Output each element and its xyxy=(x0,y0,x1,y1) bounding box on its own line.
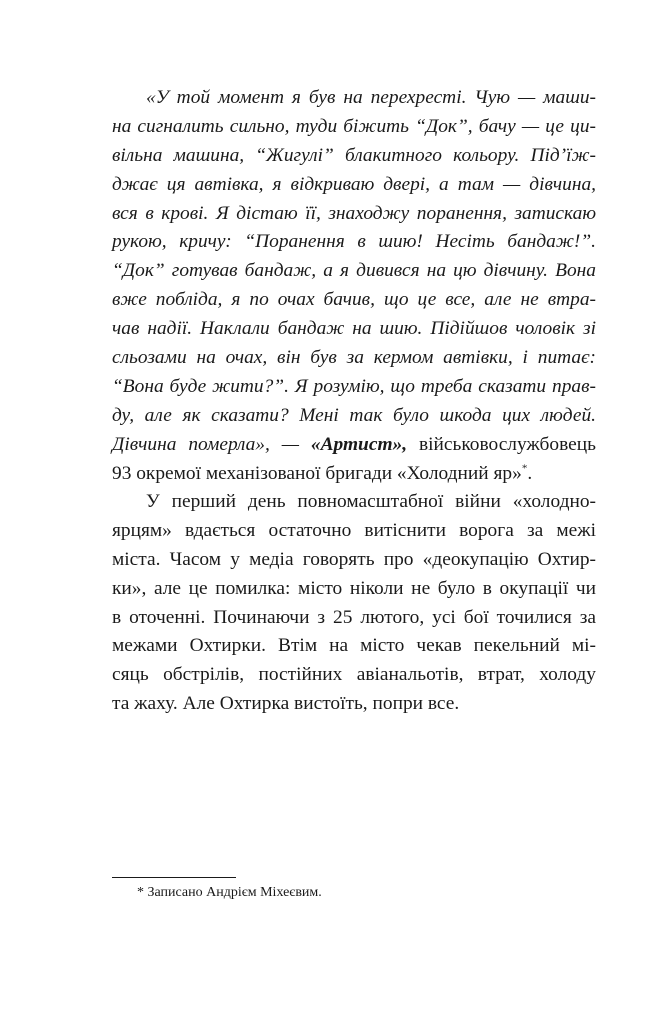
quote-attribution-unit-line xyxy=(112,460,596,489)
paragraph-line: ярцям» вдається остаточно витіснити ворога за межі xyxy=(112,519,596,541)
quote-attribution-line xyxy=(112,431,596,460)
quote-line: сльозами на очах, він був за кермом автівки, і питає: xyxy=(112,347,596,369)
quote-line: “Вона буде жити?”. Я розумію, що треба сказати прав- xyxy=(112,375,596,397)
quote-line: рукою, кричу: “Поранення в шию! Несіть бандаж!”. xyxy=(112,231,596,253)
speaker-unit: 93 окремої механізованої бригади «Холодний яр» xyxy=(112,462,522,484)
quote-line: «У той момент я був на перехресті. Чую — маши- xyxy=(146,87,596,108)
quote-line: вся в крові. Я дістаю її, знаходжу поранення, затискаю xyxy=(112,202,596,224)
paragraph-line: міста. Часом у медіа говорять про «деокупацію Охтир- xyxy=(112,548,596,570)
quote-line: джає ця автівка, я відкриваю двері, а там — дівчина, xyxy=(112,173,596,195)
speaker-callsign: «Артист», xyxy=(310,433,408,455)
paragraph-line: та жаху. Але Охтирка вистоїть, попри все. xyxy=(112,693,460,715)
quote-line: ду, але як сказати? Мені так було шкода цих людей. xyxy=(112,404,596,426)
footnote-divider xyxy=(112,877,236,878)
quote-line: вільна машина, “Жигулі” блакитного кольору. Під’їж- xyxy=(112,144,596,166)
paragraph-line: ки», але це помилка: місто ніколи не було в окупації чи xyxy=(112,577,596,599)
paragraph-line: в оточенні. Починаючи з 25 лютого, усі бої точилися за xyxy=(112,606,596,628)
speaker-role: військовослужбовець xyxy=(407,433,596,455)
footnote-text: * Записано Андрієм Міхеєвим. xyxy=(137,885,322,900)
footnote-reference: * xyxy=(521,462,528,475)
paragraph-line: межами Охтирки. Втім на місто чекав пекельний мі- xyxy=(112,635,596,657)
quote-block xyxy=(112,84,596,488)
quote-closing-text: Дівчина померла», — xyxy=(112,433,311,455)
body-paragraph xyxy=(112,488,596,719)
paragraph-line: У перший день повномасштабної війни «холодно- xyxy=(146,491,596,512)
quote-line: на сигналить сильно, туди біжить “Док”, бачу — це ци- xyxy=(112,115,596,137)
sentence-period: . xyxy=(527,462,533,484)
quote-line: “Док” готував бандаж, а я дивився на цю дівчину. Вона xyxy=(112,260,596,282)
paragraph-line: сяць обстрілів, постійних авіанальотів, втрат, холоду xyxy=(112,664,596,686)
quote-line: чав надії. Наклали бандаж на шию. Підійшов чоловік зі xyxy=(112,318,596,340)
quote-line: вже побліда, я по очах бачив, що це все, але не втра- xyxy=(112,289,596,311)
